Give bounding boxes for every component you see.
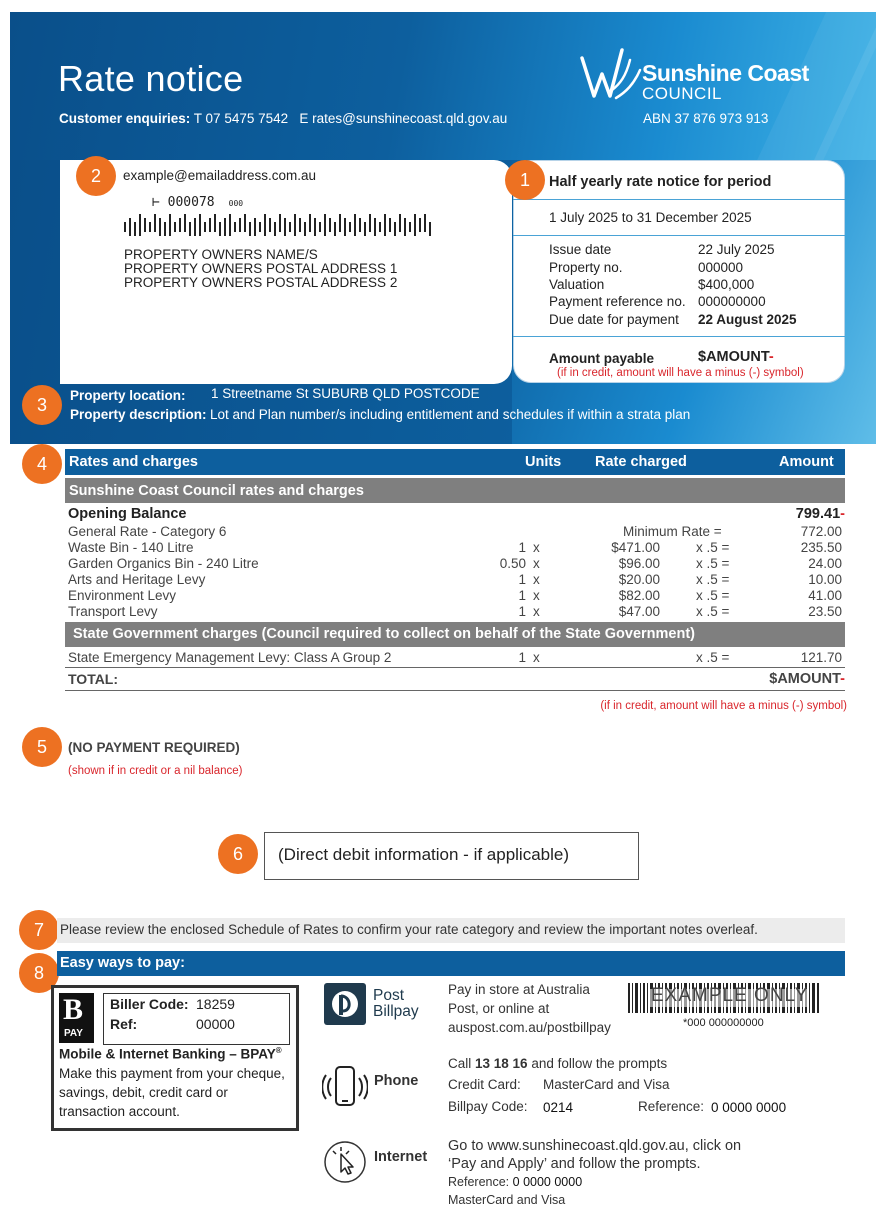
table-cell: $82.00 [618, 588, 660, 603]
credit-note: (if in credit, amount will have a minus (-) symbol) [557, 367, 804, 379]
total-value: $AMOUNT- [769, 671, 845, 687]
property-description-label: Property description: [70, 407, 207, 422]
divider [513, 199, 845, 200]
divider [513, 336, 845, 337]
post-billpay-name: Post Billpay [373, 987, 419, 1020]
credit-note: (if in credit, amount will have a minus (-) symbol) [600, 700, 847, 712]
table-cell: x .5 = [696, 604, 730, 619]
table-cell: x .5 = [696, 572, 730, 587]
table-cell: 1 [518, 572, 526, 587]
table-cell: 1 [518, 540, 526, 555]
customer-enquiries: Customer enquiries: T 07 5475 7542 E rates@sunshinecoast.qld.gov.au [59, 111, 508, 126]
table-row: Waste Bin - 140 Litre [68, 540, 194, 555]
total-label: TOTAL: [68, 671, 119, 687]
valuation-value: $400,000 [698, 277, 755, 292]
issue-date-value: 22 July 2025 [698, 242, 775, 257]
opening-balance-label: Opening Balance [68, 506, 187, 522]
phone-label: Phone [374, 1073, 419, 1089]
header-amount: Amount [779, 454, 834, 470]
table-cell: 10.00 [808, 572, 842, 587]
marker-8: 8 [19, 953, 59, 993]
table-cell: x [533, 588, 540, 603]
phone-icon [322, 1064, 368, 1110]
period-dates: 1 July 2025 to 31 December 2025 [549, 210, 752, 225]
billpay-code-label: Billpay Code: [448, 1099, 528, 1114]
internet-line-1: Go to www.sunshinecoast.qld.gov.au, click on [448, 1138, 742, 1154]
abn: ABN 37 876 973 913 [643, 111, 769, 126]
direct-debit-text: (Direct debit information - if applicable) [278, 845, 570, 864]
owner-address-1: PROPERTY OWNERS POSTAL ADDRESS 1 [124, 261, 398, 276]
example-only-watermark: EXAMPLE ONLY [651, 985, 809, 1006]
marker-5: 5 [22, 727, 62, 767]
table-row: General Rate - Category 6 [68, 524, 227, 539]
post-line-3: auspost.com.au/postbillpay [448, 1020, 611, 1035]
table-cell: 41.00 [808, 588, 842, 603]
table-row: Arts and Heritage Levy [68, 572, 206, 587]
bpay-description: Make this payment from your cheque, savings, debit, credit card or transaction account. [59, 1066, 285, 1119]
cursor-click-icon [323, 1140, 367, 1184]
payment-ref-label: Payment reference no. [549, 294, 686, 309]
property-description-value: Lot and Plan number/s including entitlement and schedules if within a strata plan [210, 407, 691, 422]
bpay-ref-value: 00000 [196, 1016, 235, 1032]
easy-pay-title: Easy ways to pay: [60, 955, 185, 971]
table-cell: 0.50 [499, 556, 526, 571]
divider [65, 690, 845, 691]
review-note: Please review the enclosed Schedule of Rates to confirm your rate category and review the important notes overleaf. [60, 922, 758, 937]
table-cell: x [533, 540, 540, 555]
table-cell: 1 [518, 588, 526, 603]
postal-barcode-icon [124, 214, 434, 240]
table-cell: x [533, 604, 540, 619]
property-no-value: 000000 [698, 260, 744, 275]
table-cell: $96.00 [618, 556, 660, 571]
marker-4: 4 [22, 444, 62, 484]
owner-name: PROPERTY OWNERS NAME/S [124, 247, 318, 262]
marker-6: 6 [218, 834, 258, 874]
owner-address-2: PROPERTY OWNERS POSTAL ADDRESS 2 [124, 275, 398, 290]
marker-2: 2 [76, 156, 116, 196]
internet-line-2: ‘Pay and Apply’ and follow the prompts. [448, 1156, 701, 1172]
post-line-1: Pay in store at Australia [448, 982, 590, 997]
page-title: Rate notice [58, 58, 244, 99]
table-cell: x [533, 650, 540, 665]
owner-email: example@emailaddress.com.au [123, 168, 317, 183]
internet-label: Internet [374, 1149, 428, 1165]
phone-line-1: Call 13 18 16 and follow the prompts [448, 1056, 668, 1071]
table-cell: 235.50 [800, 540, 842, 555]
divider [65, 667, 845, 668]
table-cell: $471.00 [611, 540, 660, 555]
table-cell: 1 [518, 650, 526, 665]
table-cell: x .5 = [696, 588, 730, 603]
table-cell: x .5 = [696, 650, 730, 665]
marker-3: 3 [22, 385, 62, 425]
table-cell: x [533, 572, 540, 587]
table-row: State Emergency Management Levy: Class A Group 2 [68, 650, 392, 665]
state-charges-title: State Government charges (Council required to collect on behalf of the State Government) [73, 626, 695, 642]
table-cell: 23.50 [808, 604, 842, 619]
table-cell: 1 [518, 604, 526, 619]
property-no-label: Property no. [549, 260, 623, 275]
credit-card-label: Credit Card: [448, 1077, 521, 1092]
biller-code-value: 18259 [196, 996, 235, 1012]
no-payment-note: (shown if in credit or a nil balance) [68, 765, 243, 777]
period-heading: Half yearly rate notice for period [549, 174, 772, 190]
logo-text-council: COUNCIL [642, 84, 723, 103]
table-cell: $20.00 [618, 572, 660, 587]
council-charges-title: Sunshine Coast Council rates and charges [69, 483, 364, 499]
phone-reference-label: Reference: [638, 1099, 705, 1114]
table-cell: 121.70 [800, 650, 842, 665]
no-payment-title: (NO PAYMENT REQUIRED) [68, 740, 240, 755]
mail-sequence-number: ⊢ 000078 000 [152, 195, 244, 210]
table-cell: 24.00 [808, 556, 842, 571]
table-cell: x .5 = [696, 540, 730, 555]
due-date-value: 22 August 2025 [698, 312, 797, 327]
table-cell: Minimum Rate = [623, 524, 722, 539]
payment-ref-value: 000000000 [698, 294, 766, 309]
valuation-label: Valuation [549, 277, 605, 292]
table-row: Transport Levy [68, 604, 158, 619]
internet-reference: Reference: 0 0000 0000 [448, 1175, 583, 1189]
biller-code-label: Biller Code: [110, 996, 189, 1012]
barcode-number: *000 000000000 [683, 1017, 764, 1029]
marker-7: 7 [19, 910, 59, 950]
table-row: Environment Levy [68, 588, 177, 603]
bpay-logo-icon: B PAY [59, 993, 94, 1043]
property-location-value: 1 Streetname St SUBURB QLD POSTCODE [211, 386, 480, 401]
table-cell: x .5 = [696, 556, 730, 571]
opening-balance-value: 799.41- [795, 506, 845, 522]
header-rate-charged: Rate charged [595, 454, 687, 470]
phone-reference-value: 0 0000 0000 [711, 1100, 787, 1115]
post-line-2: Post, or online at [448, 1001, 550, 1016]
credit-card-value: MasterCard and Visa [543, 1077, 670, 1092]
table-cell: $47.00 [618, 604, 660, 619]
billpay-code-value: 0214 [543, 1100, 574, 1115]
amount-payable-value: $AMOUNT- [698, 349, 774, 365]
post-billpay-logo-icon [324, 983, 366, 1025]
internet-cards: MasterCard and Visa [448, 1193, 566, 1207]
header-units: Units [525, 454, 562, 470]
due-date-label: Due date for payment [549, 312, 679, 327]
table-row: Garden Organics Bin - 240 Litre [68, 556, 259, 571]
council-logo-icon [578, 40, 644, 102]
issue-date-label: Issue date [549, 242, 612, 257]
bpay-title: Mobile & Internet Banking – BPAY® [59, 1046, 282, 1062]
marker-1: 1 [505, 160, 545, 200]
amount-payable-label: Amount payable [549, 351, 655, 366]
divider [513, 235, 845, 236]
table-cell: x [533, 556, 540, 571]
property-location-label: Property location: [70, 388, 186, 403]
table-cell: 772.00 [800, 524, 842, 539]
logo-text-sunshine-coast: Sunshine Coast [642, 60, 809, 86]
header-rates-and-charges: Rates and charges [69, 454, 198, 470]
bpay-ref-label: Ref: [110, 1016, 138, 1032]
